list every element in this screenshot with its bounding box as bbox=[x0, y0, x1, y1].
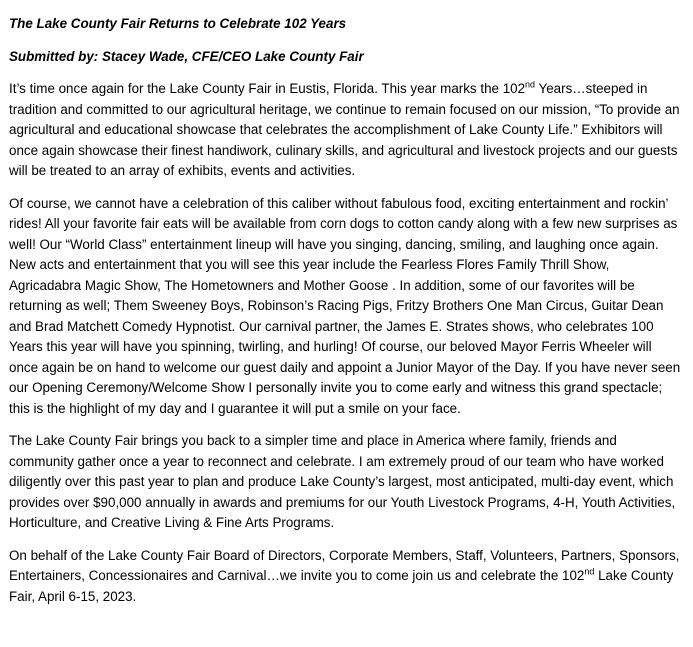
paragraph-entertainment: Of course, we cannot have a celebration of this caliber without fabulous food, exciting entertainment and rockin’ rides! All your favorite fair eats will be available from corn dogs to cotton candy along with a few new surprises as well! Our “World Class” entertainment lineup will have you singing, dancing, smiling, and laughing once again. New acts and entertainment that you will see this year include the Fearless Flores Family Thrill Show, Agricadabra Magic Show, The Hometowners and Mother Goose . In addition, some of our favorites will be returning as well; Them Sweeney Boys, Robinson’s Racing Pigs, Fritzy Brothers One Man Circus, Guitar Dean and Brad Matchett Comedy Hypnotist. Our carnival partner, the James E. Strates shows, who celebrates 100 Years this year will have you spinning, twirling, and hurling! Of course, our beloved Mayor Ferris Wheeler will once again be on hand to welcome our guest daily and appoint a Junior Mayor of the Day. If you have never seen our Opening Ceremony/Welcome Show I personally invite you to come early and witness this grand spectacle; this is the highlight of my day and I guarantee it will put a smile on your face. bbox=[9, 195, 681, 416]
paragraph-intro-text-b: Years…steeped in tradition and committed to our agricultural heritage, we continue to remain focused on our mission, “To provide an agricultural and educational showcase that celebrates the accomplishment of Lake County Life.” Exhibitors will once again showcase their finest handiwork, culinary skills, and agricultural and livestock projects and our guests will be treated to an array of exhibits, events and activities. bbox=[9, 81, 680, 178]
paragraph-intro-text-a: It’s time once again for the Lake County Fair in Eustis, Florida. This year marks the 102 bbox=[9, 81, 526, 96]
ordinal-suffix: nd bbox=[584, 566, 595, 577]
paragraph-closing-text-a: On behalf of the Lake County Fair Board of Directors, Corporate Members, Staff, Volunteers, Partners, Sponsors, Entertainers, Concessionaires and Carnival…we invite you to come join us and celebrate the 102 bbox=[9, 547, 680, 583]
paragraph-intro bbox=[9, 79, 683, 182]
ordinal-suffix: nd bbox=[525, 79, 536, 90]
article-byline: Submitted by: Stacey Wade, CFE/CEO Lake County Fair bbox=[9, 48, 364, 64]
paragraph-community: The Lake County Fair brings you back to a simpler time and place in America where family, friends and community gather once a year to reconnect and celebrate. I am extremely proud of our team who have worked diligently over this past year to plan and produce Lake County’s largest, most anticipated, multi-day event, which provides over $90,000 annually in awards and premiums for our Youth Livestock Programs, 4-H, Youth Activities, Horticulture, and Creative Living & Fine Arts Programs. bbox=[9, 433, 676, 530]
paragraph-closing-text-b: Lake County Fair, April 6-15, 2023. bbox=[9, 568, 674, 604]
paragraph-closing bbox=[9, 546, 683, 608]
article-title: The Lake County Fair Returns to Celebrate 102 Years bbox=[9, 16, 347, 31]
